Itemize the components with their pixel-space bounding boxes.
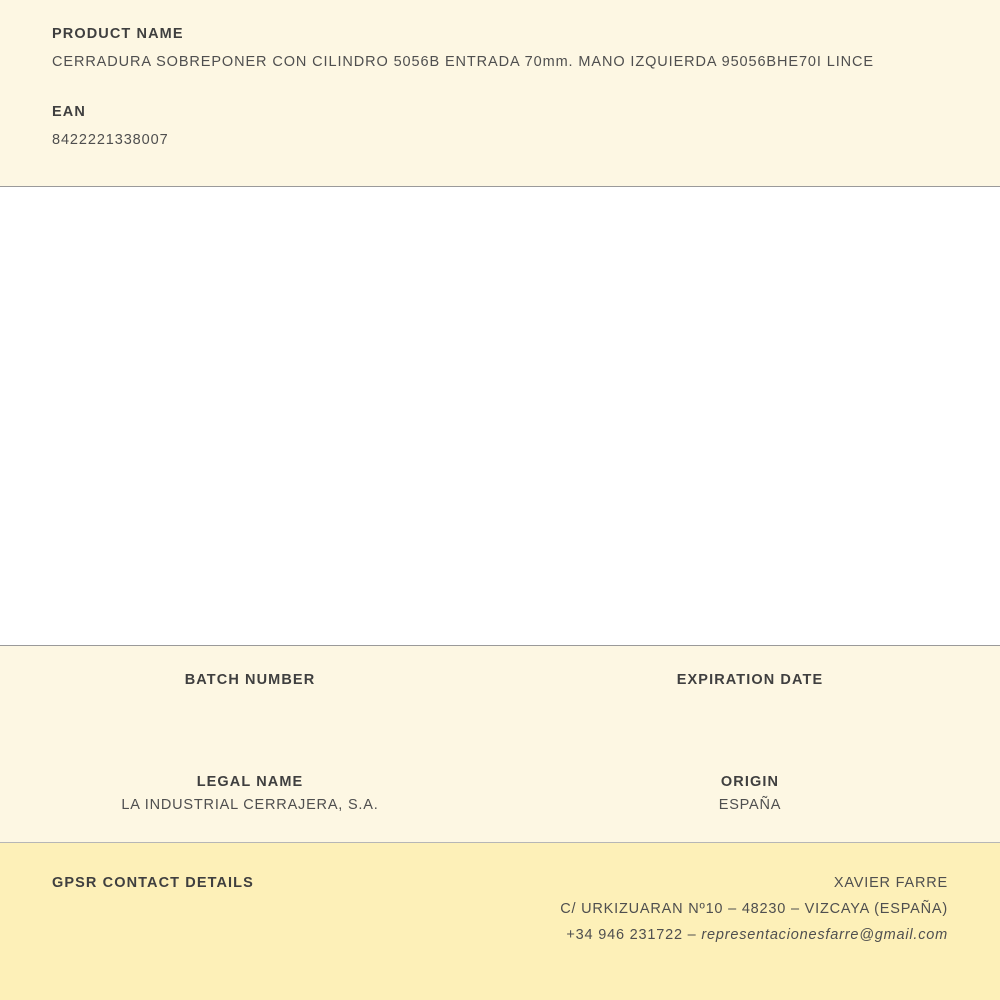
ean-field [52,104,948,148]
batch-number-field [0,672,500,712]
product-details-band [0,646,1000,843]
product-image-area [0,187,1000,646]
gpsr-contact-email[interactable]: representacionesfarre@gmail.com [701,927,948,943]
gpsr-contact-name: XAVIER FARRE [833,875,948,891]
gpsr-contact-phone: +34 946 231722 – [566,927,702,943]
origin-field [500,774,1000,814]
origin-value: ESPAÑA [718,797,782,813]
expiration-date-label: EXPIRATION DATE [676,672,824,688]
gpsr-contact-address: C/ URKIZUARAN Nº10 – 48230 – VIZCAYA (ESPAÑA) [560,901,948,917]
ean-label: EAN [52,104,86,120]
product-name-value: CERRADURA SOBREPONER CON CILINDRO 5056B ENTRADA 70mm. MANO IZQUIERDA 95056BHE70I LINCE [52,54,874,70]
batch-number-label: BATCH NUMBER [184,672,316,688]
product-header-block [0,0,1000,187]
batch-number-value [0,695,500,712]
product-name-label: PRODUCT NAME [52,26,184,42]
gpsr-contact-footer [0,843,1000,1000]
legal-name-label: LEGAL NAME [196,774,304,790]
gpsr-contact-phone-email [560,927,948,943]
legal-name-value: LA INDUSTRIAL CERRAJERA, S.A. [121,797,379,813]
legal-name-field [0,774,500,814]
legal-origin-row [0,774,1000,814]
gpsr-contact-label: GPSR CONTACT DETAILS [52,875,254,891]
batch-expiration-row [0,672,1000,712]
expiration-date-value [500,695,1000,712]
gpsr-contact-lines [560,875,948,953]
product-name-field [52,26,948,70]
origin-label: ORIGIN [720,774,780,790]
expiration-date-field [500,672,1000,712]
ean-value: 8422221338007 [52,132,169,148]
